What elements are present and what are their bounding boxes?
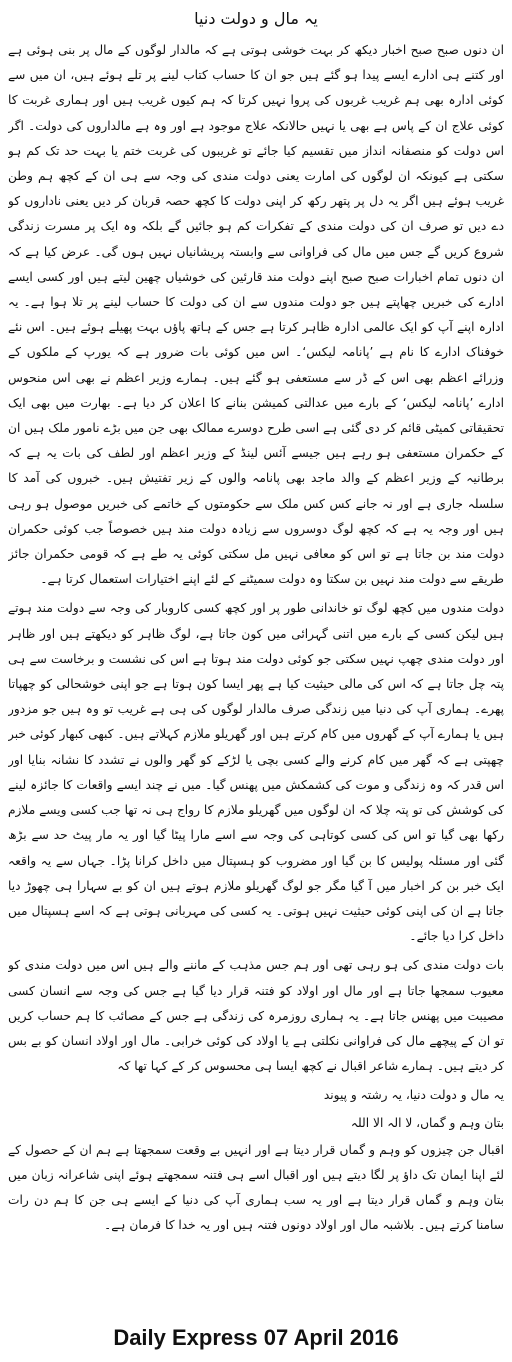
verse-line-1: یہ مال و دولت دنیا، یہ رشتہ و پیوند	[323, 1088, 504, 1103]
verse-line-2: بتان وہم و گماں، لا الہ الا اللہ	[350, 1115, 504, 1130]
article-body	[8, 38, 504, 1310]
paragraph-2: دولت مندوں میں کچھ لوگ تو خاندانی طور پر اور کچھ کسی کاروبار کی وجہ سے دولت مند ہوتے ہیں لیکن کسی کے بارے میں اتنی گہرائی میں کون جاتا ہے، لوگ ظاہر کو دیکھتے ہیں اور ظاہر اور دولت مندی چھپ نہیں سکتی جو کوئی دولت مند ہوتا ہے اس کی نشست و برخاست سے ہی پتہ چل جاتا ہے کہ اس کی مالی حیثیت کیا ہے پھر ایسا کون ہوتا ہے جو اپنی خوشحالی کو چھپاتا پھرے۔ ہماری آپ کی دنیا میں زندگی صرف مالدار لوگوں کی ہی ہے غریب تو وہ ہیں جو مزدور ہیں یا ہمارے آپ کے گھروں میں کام کرتے ہیں اور گھریلو ملازم کہلاتے ہیں۔ کبھی کبھار کوئی خبر چھپتی ہے کہ گھر میں کام کرنے والے کسی بچی یا لڑکے کو گھر والوں نے تشدد کا نشانہ بنایا اور اس قدر کہ وہ زندگی و موت کی کشمکش میں پھنس گیا۔ میں نے چند ایسے واقعات کا جائزہ لینے کی کوشش کی تو پتہ چلا کہ ان لوگوں میں گھریلو ملازم کا رواج ہی نہ تھا جب کسی ویسے ملازم رکھا بھی گیا تو اس کی کسی کوتاہی کی وجہ سے اسے مارا پیٹا گیا اور یہ مار پیٹ حد سے بڑھ گئی اور مسئلہ پولیس کا بن گیا اور مضروب کو ہسپتال میں داخل کرانا پڑا۔ جہاں سے یہ واقعہ ایک خبر بن کر اخبار میں آ گیا مگر جو لوگ گھریلو ملازم ہوتے ہیں ان کو بے سہارا ہی چھوڑ دیا جاتا ہے ان کی اپنی کوئی حیثیت نہیں ہوتی۔ یہ کسی کی مہربانی ہوتی ہے کہ اسے ہسپتال میں داخل کرا دیا جائے۔	[8, 601, 504, 944]
paragraph-1: ان دنوں صبح صبح اخبار دیکھ کر بہت خوشی ہوتی ہے کہ مالدار لوگوں کے مال پر بنی ہوئی ہے اور کتنے ہی ادارے ایسے پیدا ہو گئے ہیں جو ان کا حساب کتاب لینے پر تلے ہوئے ہیں، ان میں سے کوئی ادارہ بھی ہم غریب غربوں کی پروا نہیں کرتا کہ ہم کیوں غریب ہیں اور ہماری غربت کا کوئی علاج ان کے پاس ہے بھی یا نہیں حالانکہ علاج موجود ہے اور وہ ہے مالداروں کی دولت۔ اگر اس دولت کو منصفانہ انداز میں تقسیم کیا جائے تو غریبوں کی غربت ختم یا بہت حد تک کم ہو سکتی ہے کیونکہ ان لوگوں کی امارت یعنی دولت مندی کی وجہ سے ہی ان کے کچھ ہم وطن غریب ہوئے ہیں اگر یہ دل پر پتھر رکھ کر اپنی دولت کا کچھ حصہ قربان کر دیں یعنی ناداروں کو دے دیں تو صرف ان کی دولت مندی کے تفکرات کم ہو جائیں گے بلکہ وہ ایک پر مسرت زندگی شروع کریں گے جس میں مال کی فراوانی سے وابستہ پریشانیاں نہیں ہوں گی۔ عرض کیا ہے کہ ان دنوں تمام اخبارات صبح صبح اپنے دولت مند قارئین کی خوشیاں چھین لیتے ہیں اور کسی ایسے ادارے کی خبریں چھاپتے ہیں جو دولت مندوں سے ان کی دولت کا حساب لینے پر تلا ہوا ہے۔ یہ ادارہ اپنے آپ کو ایک عالمی ادارہ ظاہر کرتا ہے جس کے ہاتھ پاؤں بہت پھیلے ہوئے ہیں۔ اس نئے خوفناک ادارے کا نام ہے ’پانامہ لیکس‘۔ اس میں کوئی بات ضرور ہے کہ یورپ کے ملکوں کے وزرائے اعظم بھی اس کے ڈر سے مستعفی ہو گئے ہیں۔ ہمارے وزیر اعظم نے بھی اس منحوس ادارے ’پانامہ لیکس‘ کے بارے میں عدالتی کمیشن بنانے کا اعلان کر دیا ہے۔ بھارت میں بھی ایک تحقیقاتی کمیٹی قائم کر دی گئی ہے اسی طرح دوسرے ممالک بھی جن میں بڑے نامور ملک ہیں ان کے حکمران مستعفی ہو رہے ہیں جیسے آئس لینڈ کے وزیر اعظم اور لطف کی بات یہ ہے کہ برطانیہ کے وزیر اعظم کے والد ماجد بھی پانامہ والوں کے زیر تفتیش ہیں۔ خبروں کی آمد کا سلسلہ جاری ہے اور نہ جانے کس کس ملک سے حکومتوں کے خاتمے کی خبریں موصول ہو رہی ہیں اور وجہ یہ ہے کہ کچھ لوگ دوسروں سے زیادہ دولت مند ہیں خصوصاً جب کوئی حکمران دولت مند بن جاتا ہے تو اس کو معافی نہیں مل سکتی کوئی یہ طے ہے کہ قومی حکمران جائز طریقے سے دولت مند نہیں بن سکتا وہ دولت سمیٹنے کے لئے اپنے اختیارات استعمال کرتا ہے۔	[8, 43, 504, 587]
source-footer: Daily Express 07 April 2016	[113, 1325, 399, 1350]
paragraph-3: بات دولت مندی کی ہو رہی تھی اور ہم جس مذہب کے ماننے والے ہیں اس میں دولت مندی کو معیوب سمجھا جاتا ہے اور مال اور اولاد کو فتنہ قرار دیا گیا ہے جس کی وجہ سے انسان کسی مصیبت میں پھنس جاتا ہے۔ یہ ہماری روزمرہ کی زندگی ہے جس کے مصائب کا ہم حساب کریں تو ان کے پیچھے مال کی فراوانی نکلتی ہے یا اولاد کی کوئی خرابی۔ مال اور اولاد انسان کو بے بس کر دیتے ہیں۔ ہمارے شاعر اقبال نے کچھ ایسا ہی محسوس کر کے کہا تھا کہ	[8, 958, 504, 1074]
article-title: یہ مال و دولت دنیا	[194, 9, 318, 28]
closing-paragraph: اقبال جن چیزوں کو وہم و گماں قرار دیتا ہے اور انہیں بے وقعت سمجھتا ہے ہم ان کے حصول کے لئے اپنا ایمان تک داؤ پر لگا دیتے ہیں اور اقبال اسے ہی فتنہ سمجھتے ہوئے اپنی شاعرانہ زبان میں بتان وہم و گماں قرار دیتا ہے اور یہ سب ہماری آپ کی دنیا کے ایسے ہی جن کا ہم دن رات سامنا کرتے ہیں۔ بلاشبہ مال اور اولاد دونوں فتنہ ہیں اور یہ خدا کا فرمان ہے۔	[8, 1142, 504, 1233]
